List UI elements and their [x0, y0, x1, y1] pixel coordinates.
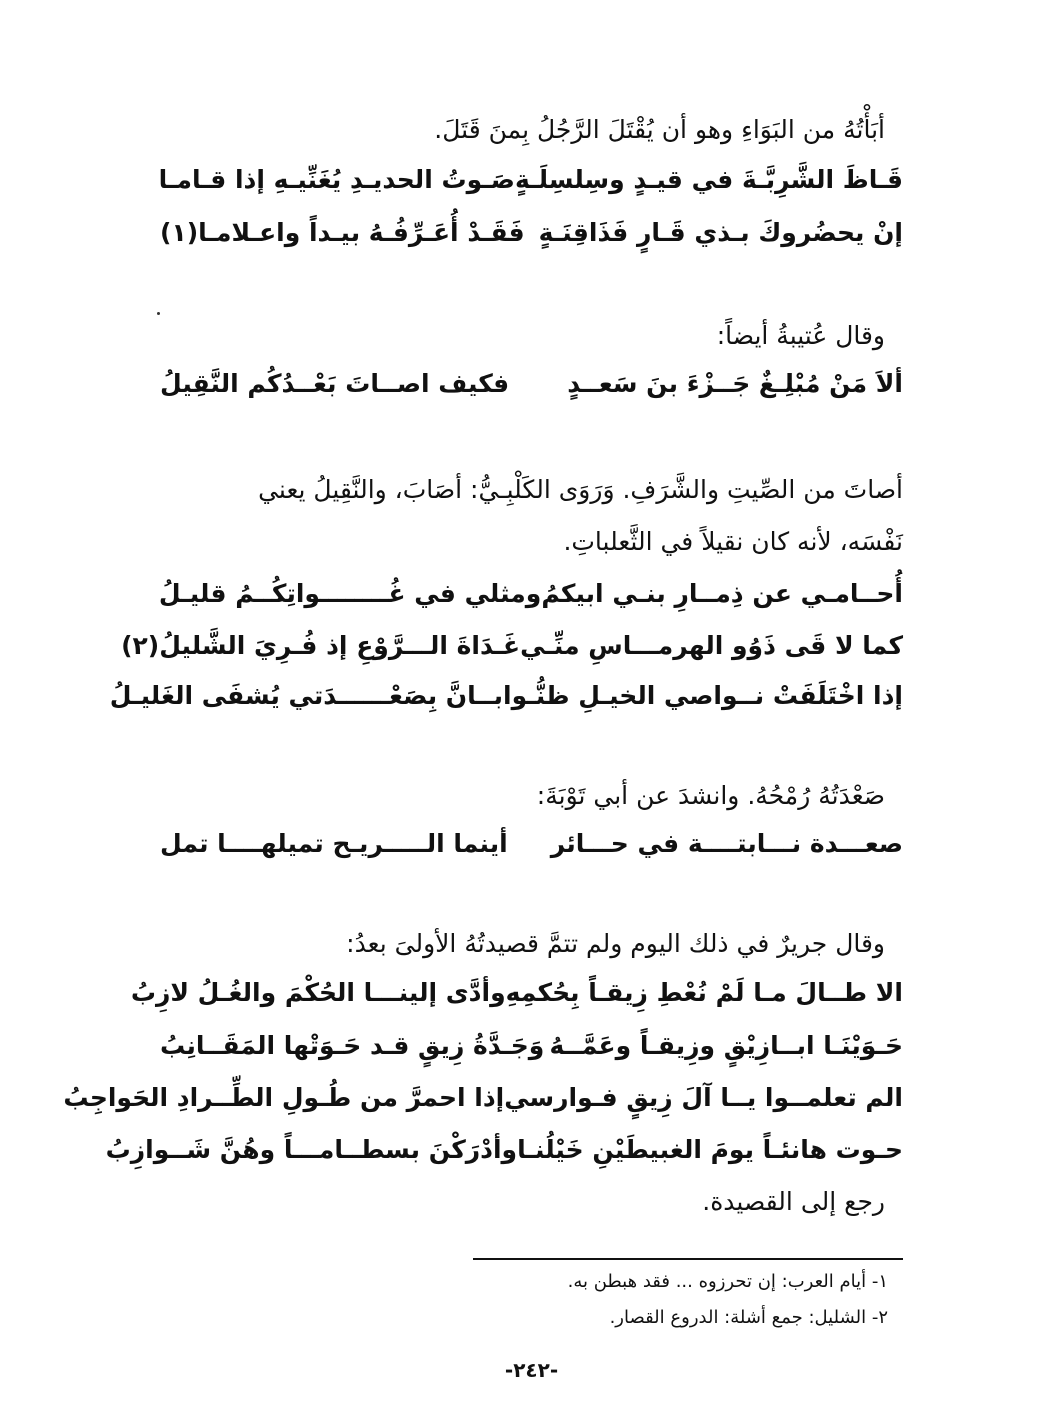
verse-hemistich-1: الا طــالَ مـا لَمْ نُعْطِ زِيقـاً بِحُكمِهِ [505, 977, 903, 1007]
verse-hemistich-2: غَـدَاةَ الـــرَّوْعِ إذ فُـرِيَ الشَّليلُ(٢) [121, 630, 521, 660]
verse-hemistich-1: إذا اخْتَلَفَتْ نــواصي الخيـلِ ظنُّـوا [503, 680, 903, 710]
footnote-1: ١- أيام العرب: إن تحرزوه ... فقد هبطن به. [567, 1271, 888, 1292]
verse-hemistich-1: ألاَ مَنْ مُبْلِـغٌ جَــزْءَ بنَ سَعــدٍ [567, 368, 903, 398]
footnote-separator [473, 1258, 903, 1260]
verse-hemistich-1: قَـاظَ الشَّرِبَّـةَ في قيـدٍ وسِلسِلَـةٍ [514, 164, 903, 194]
paragraph-1: أبَأْتُهُ من البَوَاءِ وهو أن يُقْتَلَ الرَّجُلُ بِمنَ قَتَلَ. [434, 115, 885, 144]
verse-hemistich-1: صعـــدة نـــابتــــة في حـــائر [550, 828, 903, 858]
verse-hemistich-2: فكيف اصــاتَ بَعْــدُكُم النَّقِيلُ [160, 368, 510, 398]
verse-hemistich-1: حـوت هانئـاً يومَ الغبيطَيْنِ خَيْلُنـا [517, 1134, 903, 1164]
verse-hemistich-1: أُحــامـي عن ذِمــارِ بنـي ابيكمُ [541, 578, 903, 608]
paragraph-4: صَعْدَتُهُ رُمْحُهُ. وانشدَ عن أبي تَوْبَةَ: [536, 781, 885, 810]
verse-hemistich-1: كما لا قَى ذَوُو الهرمـــاسِ منِّـي [520, 630, 903, 660]
verse-line-11 [105, 1124, 903, 1174]
verse-line-9 [160, 1020, 903, 1070]
verse-line-10 [63, 1072, 903, 1122]
verse-hemistich-1: حَـوَيْنَـا ابــازِيْقٍ وزِيقـاً وعَمَّــهُ [549, 1030, 903, 1060]
verse-line-7 [160, 818, 903, 868]
verse-hemistich-2: وأدَّى إلينـــا الحُكْمَ والغُـلُ لازِبُ [130, 977, 506, 1007]
paragraph-5: وقال جريرٌ في ذلك اليوم ولم تتمَّ قصيدتُهُ الأولىَ بعدُ: [346, 929, 885, 958]
footnote-2: ٢- الشليل: جمع أشلة: الدروع القصار. [609, 1307, 888, 1328]
verse-hemistich-2: ومثلي في غُــــــــواتِكُــمُ قليـلُ [158, 578, 542, 608]
page-number: -٢٤٢- [504, 1358, 559, 1382]
verse-hemistich-2: بــانَّ بِصَعْــــــدَتي يُشفَى الغَليـلُ [109, 680, 503, 710]
verse-hemistich-1: الم تعلمــوا يــا آلَ زِيقٍ فـوارسي [504, 1082, 903, 1112]
verse-line-4 [160, 568, 903, 618]
paragraph-2: وقال عُتيبةُ أيضاً: [716, 321, 885, 350]
paragraph-3-line-2: نَفْسَه، لأنه كان نقيلاً في الثَّعلباتِ. [563, 527, 903, 556]
verse-line-1 [160, 154, 903, 204]
verse-hemistich-2: أينما الـــــريـح تميلهــــا تمل [160, 828, 508, 858]
verse-line-8 [130, 967, 903, 1017]
verse-hemistich-2: فَقَـدْ أُعَـرِّفُـهُ بيـداً واعـلامـا(١) [160, 217, 525, 247]
verse-hemistich-1: إنْ يحضُروكَ بـذي قَـارٍ فَذَاقِنَـةٍ [538, 217, 903, 247]
paragraph-6: رجع إلى القصيدة. [702, 1187, 885, 1216]
verse-line-5 [121, 620, 903, 670]
verse-hemistich-2: وَجَـدَّةُ زِيقٍ قـد حَـوَتْها المَقَــانِبُ [160, 1030, 545, 1060]
verse-line-6 [109, 670, 903, 720]
verse-hemistich-2: وأدْرَكْنَ بسطــامـــاً وهُنَّ شَــوازِبُ [105, 1134, 518, 1164]
verse-hemistich-2: إذا احمرَّ من طُـولِ الطِّــرادِ الحَواجِبُ [63, 1082, 505, 1112]
verse-line-3 [160, 358, 903, 408]
verse-line-2 [160, 207, 903, 257]
paragraph-3-line-1: أصاتَ من الصِّيتِ والشَّرَفِ. وَرَوَى الكَلْبِـيُّ: أصَابَ، والنَّقِيلُ يعني [258, 475, 903, 504]
verse-hemistich-2: صَـوتُ الحديـدِ يُغَنِّيـهِ إذا قـامـا [158, 164, 515, 194]
